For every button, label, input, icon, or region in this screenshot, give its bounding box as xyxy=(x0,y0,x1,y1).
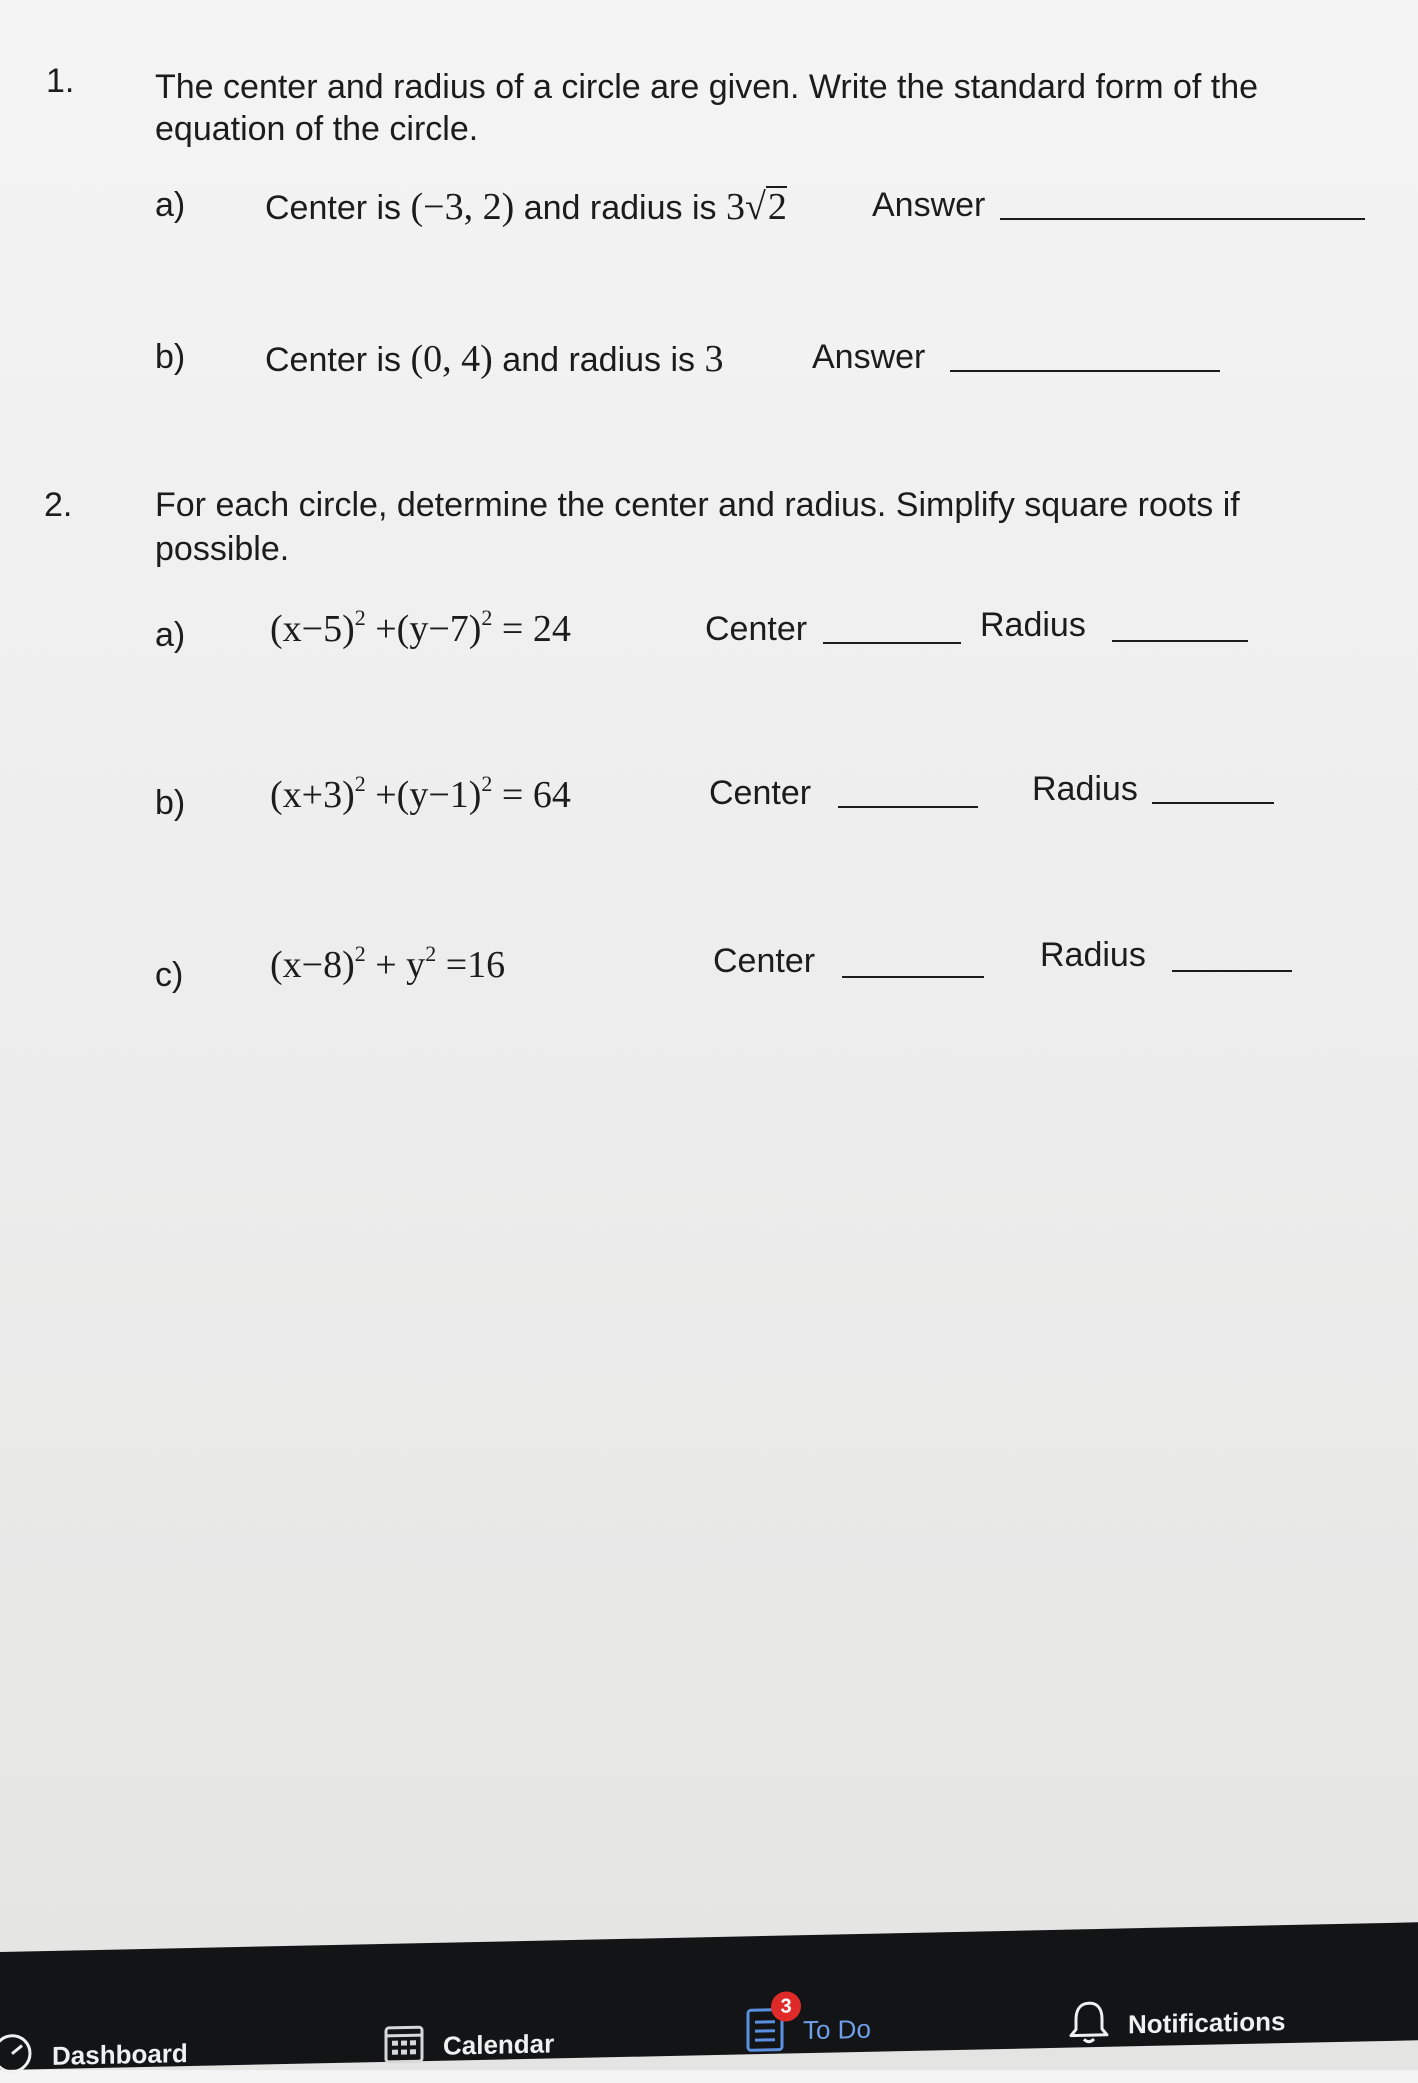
problem-2c-radius-label: Radius xyxy=(1040,934,1146,977)
problem-2-prompt-line1: For each circle, determine the center and radius. Simplify square roots if xyxy=(155,484,1240,527)
problem-2a-center-label: Center xyxy=(705,608,807,651)
problem-2b-radius-label: Radius xyxy=(1032,768,1138,811)
problem-2c-center-blank[interactable] xyxy=(842,976,984,978)
todo-tab[interactable] xyxy=(745,2002,871,2060)
problem-2b-center-blank[interactable] xyxy=(838,806,978,808)
problem-1b-answer-label: Answer xyxy=(812,336,925,379)
problem-1-prompt-line1: The center and radius of a circle are given. Write the standard form of the xyxy=(155,66,1258,109)
problem-2b-equation: $(x+3)^2 +(y-1)^2 = 64$ xyxy=(270,772,571,820)
problem-2c-center-label: Center xyxy=(713,940,815,983)
problem-1-prompt-line2: equation of the circle. xyxy=(155,108,478,151)
problem-1a-center-value: (−3, 2) xyxy=(411,186,515,228)
problem-2b-label: b) xyxy=(155,782,185,825)
problem-1a-radius-text: and radius is xyxy=(524,189,717,227)
problem-2-number: 2. xyxy=(44,486,72,525)
problem-1b-label: b) xyxy=(155,336,185,379)
problem-1b-center-value: (0, 4) xyxy=(411,338,493,380)
problem-1b-text xyxy=(265,336,724,384)
problem-1a-center-text: Center is xyxy=(265,189,401,227)
problem-2c-label: c) xyxy=(155,954,183,997)
problem-2a-equation: $(x-5)^2 +(y-7)^2 = 24$ xyxy=(270,606,571,654)
calendar-tab[interactable] xyxy=(383,2018,554,2073)
problem-1b-radius-text: and radius is xyxy=(502,341,695,379)
calendar-label: Calendar xyxy=(443,2028,554,2061)
dashboard-label: Dashboard xyxy=(52,2038,188,2072)
problem-1a-radius-value: 3√2 xyxy=(726,186,787,228)
problem-2a-label: a) xyxy=(155,614,185,657)
notifications-label: Notifications xyxy=(1128,2006,1285,2040)
bell-icon xyxy=(1068,1999,1110,2053)
problem-2c-equation: $(x-8)^2 + y^2 =16$ xyxy=(270,942,505,990)
todo-count-badge: 3 xyxy=(771,1991,801,2022)
problem-1b-radius-value: 3 xyxy=(705,338,724,380)
problem-1a-answer-blank[interactable] xyxy=(1000,218,1365,220)
notifications-tab[interactable] xyxy=(1068,1995,1285,2053)
todo-label: To Do xyxy=(803,2014,871,2046)
problem-2a-radius-blank[interactable] xyxy=(1112,640,1248,642)
dashboard-tab[interactable] xyxy=(0,2028,188,2083)
problem-2b-radius-blank[interactable] xyxy=(1152,802,1274,804)
problem-1a-label: a) xyxy=(155,184,185,227)
problem-2a-radius-label: Radius xyxy=(980,604,1086,647)
problem-1b-center-text: Center is xyxy=(265,341,401,379)
problem-1b-answer-blank[interactable] xyxy=(950,370,1220,372)
problem-1a-answer-label: Answer xyxy=(872,184,985,227)
problem-2c-radius-blank[interactable] xyxy=(1172,970,1292,972)
problem-2a-center-blank[interactable] xyxy=(823,642,961,644)
dashboard-icon xyxy=(0,2031,34,2083)
todo-icon xyxy=(745,2004,785,2060)
calendar-icon xyxy=(383,2021,425,2073)
problem-1-number: 1. xyxy=(46,62,74,101)
problem-1a-text xyxy=(265,184,787,232)
problem-2-prompt-line2: possible. xyxy=(155,528,289,571)
problem-2b-center-label: Center xyxy=(709,772,811,815)
